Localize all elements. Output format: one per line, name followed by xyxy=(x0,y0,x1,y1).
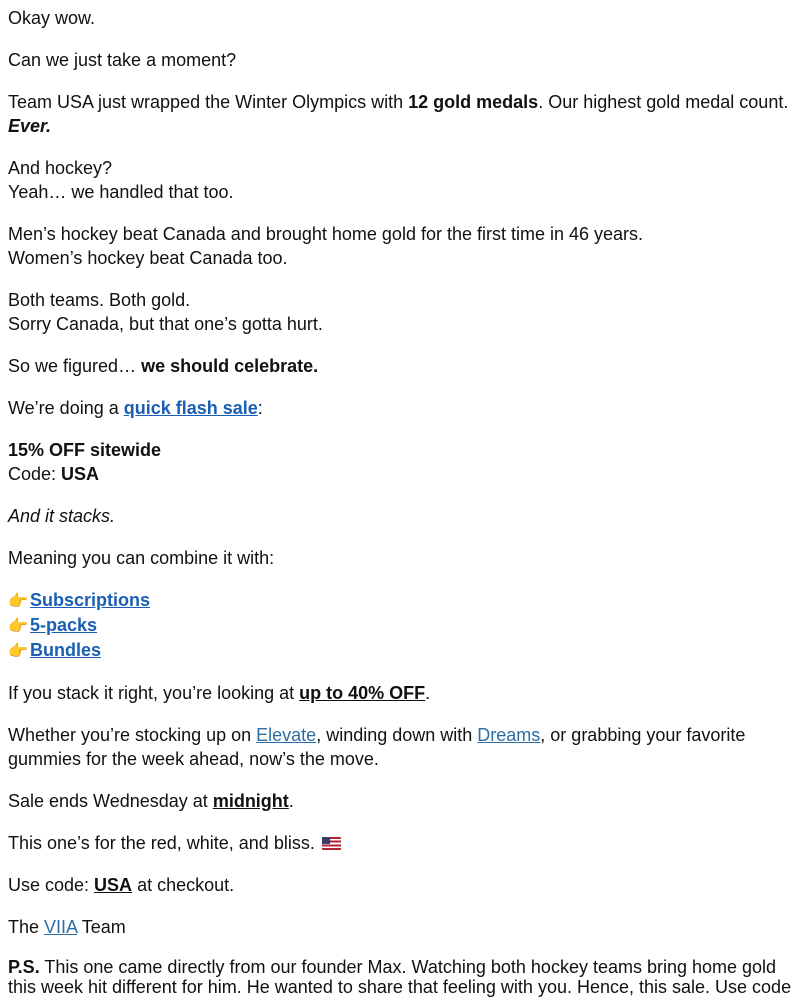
both-gold-paragraph xyxy=(8,288,792,336)
signature-end: Team xyxy=(77,917,126,937)
use-code-paragraph xyxy=(8,873,792,897)
pointing-hand-icon: 👉 xyxy=(8,616,28,635)
ps-label: P.S. xyxy=(8,957,40,977)
hockey-results-paragraph xyxy=(8,222,792,270)
use-code-end: at checkout. xyxy=(132,875,235,895)
celebrate-paragraph xyxy=(8,354,792,378)
viia-link[interactable]: VIIA xyxy=(44,917,78,937)
five-packs-link[interactable]: 5-packs xyxy=(30,615,98,635)
flash-sale-link[interactable]: quick flash sale xyxy=(123,398,258,418)
products-end: , or grabbing your favorite gummies for the week ahead, now’s the move. xyxy=(8,725,746,769)
mens-hockey-text: Men’s hockey beat Canada and brought home gold for the first time in 46 years. xyxy=(8,224,644,244)
midnight-link[interactable]: midnight xyxy=(212,791,289,811)
olympics-text: Team USA just wrapped the Winter Olympics with xyxy=(8,92,409,112)
combine-paragraph: Meaning you can combine it with: xyxy=(8,548,275,568)
code-label: Code: xyxy=(8,464,62,484)
hockey-answer: Yeah… we handled that too. xyxy=(8,182,234,202)
list-item xyxy=(8,640,101,660)
products-mid: , winding down with xyxy=(316,725,478,745)
flash-sale-paragraph xyxy=(8,396,792,420)
greeting: Okay wow. xyxy=(8,8,96,28)
offer-paragraph xyxy=(8,438,792,486)
promo-code: USA xyxy=(61,464,100,484)
elevate-link[interactable]: Elevate xyxy=(256,725,317,745)
offer-headline: 15% OFF sitewide xyxy=(8,440,162,460)
ps-text: This one came directly from our founder Max. Watching both hockey teams bring home gold this week hit different for him. He wanted to share that feeling with you. Hence, this sale. Use code xyxy=(8,957,792,997)
sorry-canada-text: Sorry Canada, but that one’s gotta hurt. xyxy=(8,314,323,334)
stack-options-list xyxy=(8,588,792,663)
celebrate-lead: So we figured… xyxy=(8,356,142,376)
products-lead: Whether you’re stocking up on xyxy=(8,725,257,745)
bundles-link[interactable]: Bundles xyxy=(30,640,102,660)
flash-sale-lead: We’re doing a xyxy=(8,398,124,418)
stack-savings-paragraph xyxy=(8,681,792,705)
signature-paragraph xyxy=(8,915,792,939)
pointing-hand-icon: 👉 xyxy=(8,641,28,660)
sale-ends-paragraph xyxy=(8,789,792,813)
stacks-text: And it stacks. xyxy=(8,506,116,526)
hockey-question: And hockey? xyxy=(8,158,113,178)
bliss-paragraph xyxy=(8,831,792,855)
sale-ends-lead: Sale ends Wednesday at xyxy=(8,791,213,811)
products-paragraph xyxy=(8,723,792,771)
us-flag-icon xyxy=(322,837,341,850)
pointing-hand-icon: 👉 xyxy=(8,591,28,610)
intro-line: Can we just take a moment? xyxy=(8,50,237,70)
subscriptions-link[interactable]: Subscriptions xyxy=(30,590,151,610)
signature-lead: The xyxy=(8,917,45,937)
both-gold-text: Both teams. Both gold. xyxy=(8,290,191,310)
usa-code-link[interactable]: USA xyxy=(94,875,133,895)
gold-medals-highlight: 12 gold medals xyxy=(408,92,539,112)
up-to-40-off-link[interactable]: up to 40% OFF xyxy=(299,683,426,703)
list-item xyxy=(8,590,150,610)
flash-sale-colon: : xyxy=(257,398,263,418)
celebrate-emphasis: we should celebrate. xyxy=(141,356,319,376)
womens-hockey-text: Women’s hockey beat Canada too. xyxy=(8,248,288,268)
ever-emphasis: Ever. xyxy=(8,116,52,136)
list-item xyxy=(8,615,97,635)
dreams-link[interactable]: Dreams xyxy=(477,725,541,745)
sale-ends-period: . xyxy=(288,791,294,811)
olympics-paragraph xyxy=(8,90,792,138)
hockey-paragraph xyxy=(8,156,792,204)
use-code-lead: Use code: xyxy=(8,875,95,895)
ps-paragraph xyxy=(8,957,792,997)
stack-savings-lead: If you stack it right, you’re looking at xyxy=(8,683,300,703)
olympics-text-2: . Our highest gold medal count. xyxy=(538,92,789,112)
stack-savings-period: . xyxy=(425,683,431,703)
stacks-paragraph xyxy=(8,504,792,528)
bliss-text: This one’s for the red, white, and bliss. xyxy=(8,833,320,853)
